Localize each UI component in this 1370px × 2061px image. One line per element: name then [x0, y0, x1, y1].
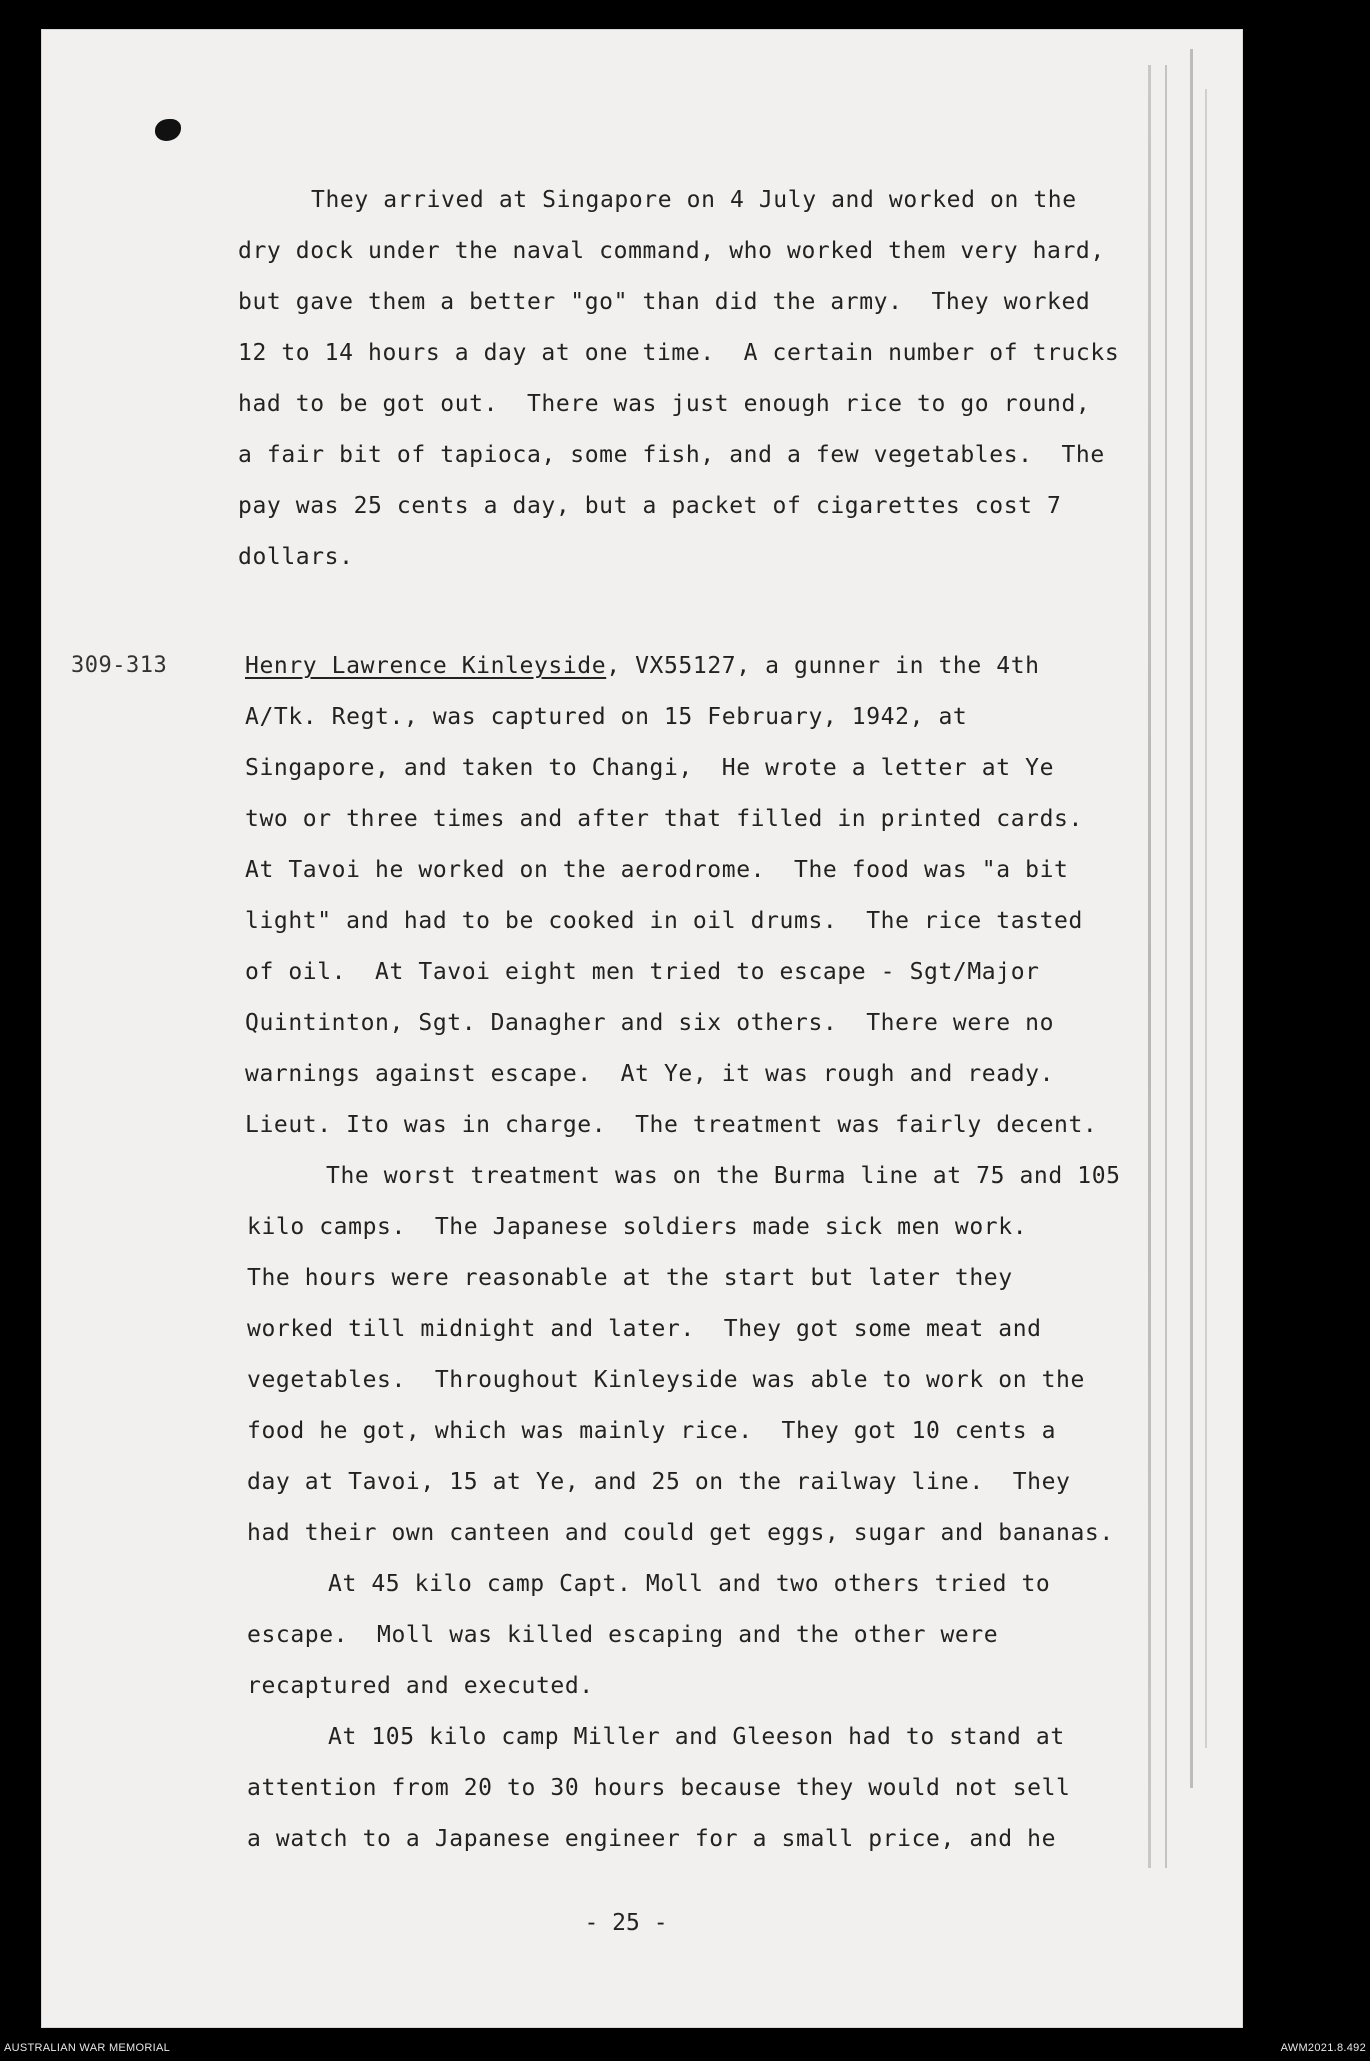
- text-line: had their own canteen and could get eggs, sugar and bananas.: [247, 1520, 1114, 1546]
- text-line: warnings against escape. At Ye, it was rough and ready.: [245, 1061, 1055, 1087]
- text-line: They arrived at Singapore on 4 July and worked on the: [311, 187, 1077, 213]
- text-line: attention from 20 to 30 hours because they would not sell: [247, 1775, 1071, 1801]
- text-line: day at Tavoi, 15 at Ye, and 25 on the railway line. They: [247, 1469, 1071, 1495]
- text-line: food he got, which was mainly rice. They got 10 cents a: [247, 1418, 1057, 1444]
- document-page: [41, 29, 1243, 2028]
- text-line: The hours were reasonable at the start but later they: [247, 1265, 1013, 1291]
- text-line: pay was 25 cents a day, but a packet of cigarettes cost 7: [238, 493, 1062, 519]
- page-number: - 25 -: [584, 1910, 668, 1936]
- text-line: dry dock under the naval command, who worked them very hard,: [238, 238, 1105, 264]
- person-name: Henry Lawrence Kinleyside: [245, 653, 607, 679]
- text-line: At 105 kilo camp Miller and Gleeson had to stand at: [328, 1724, 1065, 1750]
- text-line: had to be got out. There was just enough rice to go round,: [238, 391, 1091, 417]
- text-line: kilo camps. The Japanese soldiers made sick men work.: [247, 1214, 1028, 1240]
- text-line: At 45 kilo camp Capt. Moll and two others tried to: [328, 1571, 1051, 1597]
- text-line: recaptured and executed.: [247, 1673, 594, 1699]
- entry-first-line: [245, 653, 1040, 679]
- text-line: escape. Moll was killed escaping and the other were: [247, 1622, 999, 1648]
- text-line: a fair bit of tapioca, some fish, and a few vegetables. The: [238, 442, 1105, 468]
- stacked-page-edge: [1205, 89, 1207, 1748]
- footer-collection-label: AUSTRALIAN WAR MEMORIAL: [4, 2042, 171, 2054]
- stacked-page-edge: [1190, 49, 1193, 1788]
- text-line: A/Tk. Regt., was captured on 15 February, 1942, at: [245, 704, 968, 730]
- footer-accession-number: AWM2021.8.492: [1280, 2042, 1366, 2054]
- text-line: Singapore, and taken to Changi, He wrote a letter at Ye: [245, 755, 1055, 781]
- text-line: two or three times and after that filled in printed cards.: [245, 806, 1083, 832]
- text-line: worked till midnight and later. They got some meat and: [247, 1316, 1042, 1342]
- text-line: a watch to a Japanese engineer for a small price, and he: [247, 1826, 1057, 1852]
- entry-first-line-rest: , VX55127, a gunner in the 4th: [606, 653, 1040, 679]
- stacked-page-edge: [1148, 65, 1151, 1868]
- margin-reference: 309-313: [71, 653, 168, 678]
- text-line: At Tavoi he worked on the aerodrome. The food was "a bit: [245, 857, 1069, 883]
- text-line: The worst treatment was on the Burma line at 75 and 105: [326, 1163, 1121, 1189]
- text-line: 12 to 14 hours a day at one time. A certain number of trucks: [238, 340, 1120, 366]
- text-line: vegetables. Throughout Kinleyside was able to work on the: [247, 1367, 1085, 1393]
- text-line: dollars.: [238, 544, 354, 570]
- text-line: light" and had to be cooked in oil drums. The rice tasted: [245, 908, 1083, 934]
- text-line: of oil. At Tavoi eight men tried to escape - Sgt/Major: [245, 959, 1040, 985]
- text-line: but gave them a better "go" than did the army. They worked: [238, 289, 1091, 315]
- text-line: Lieut. Ito was in charge. The treatment was fairly decent.: [245, 1112, 1098, 1138]
- stacked-page-edge: [1165, 65, 1167, 1868]
- text-line: Quintinton, Sgt. Danagher and six others. There were no: [245, 1010, 1055, 1036]
- punch-hole: [155, 119, 181, 141]
